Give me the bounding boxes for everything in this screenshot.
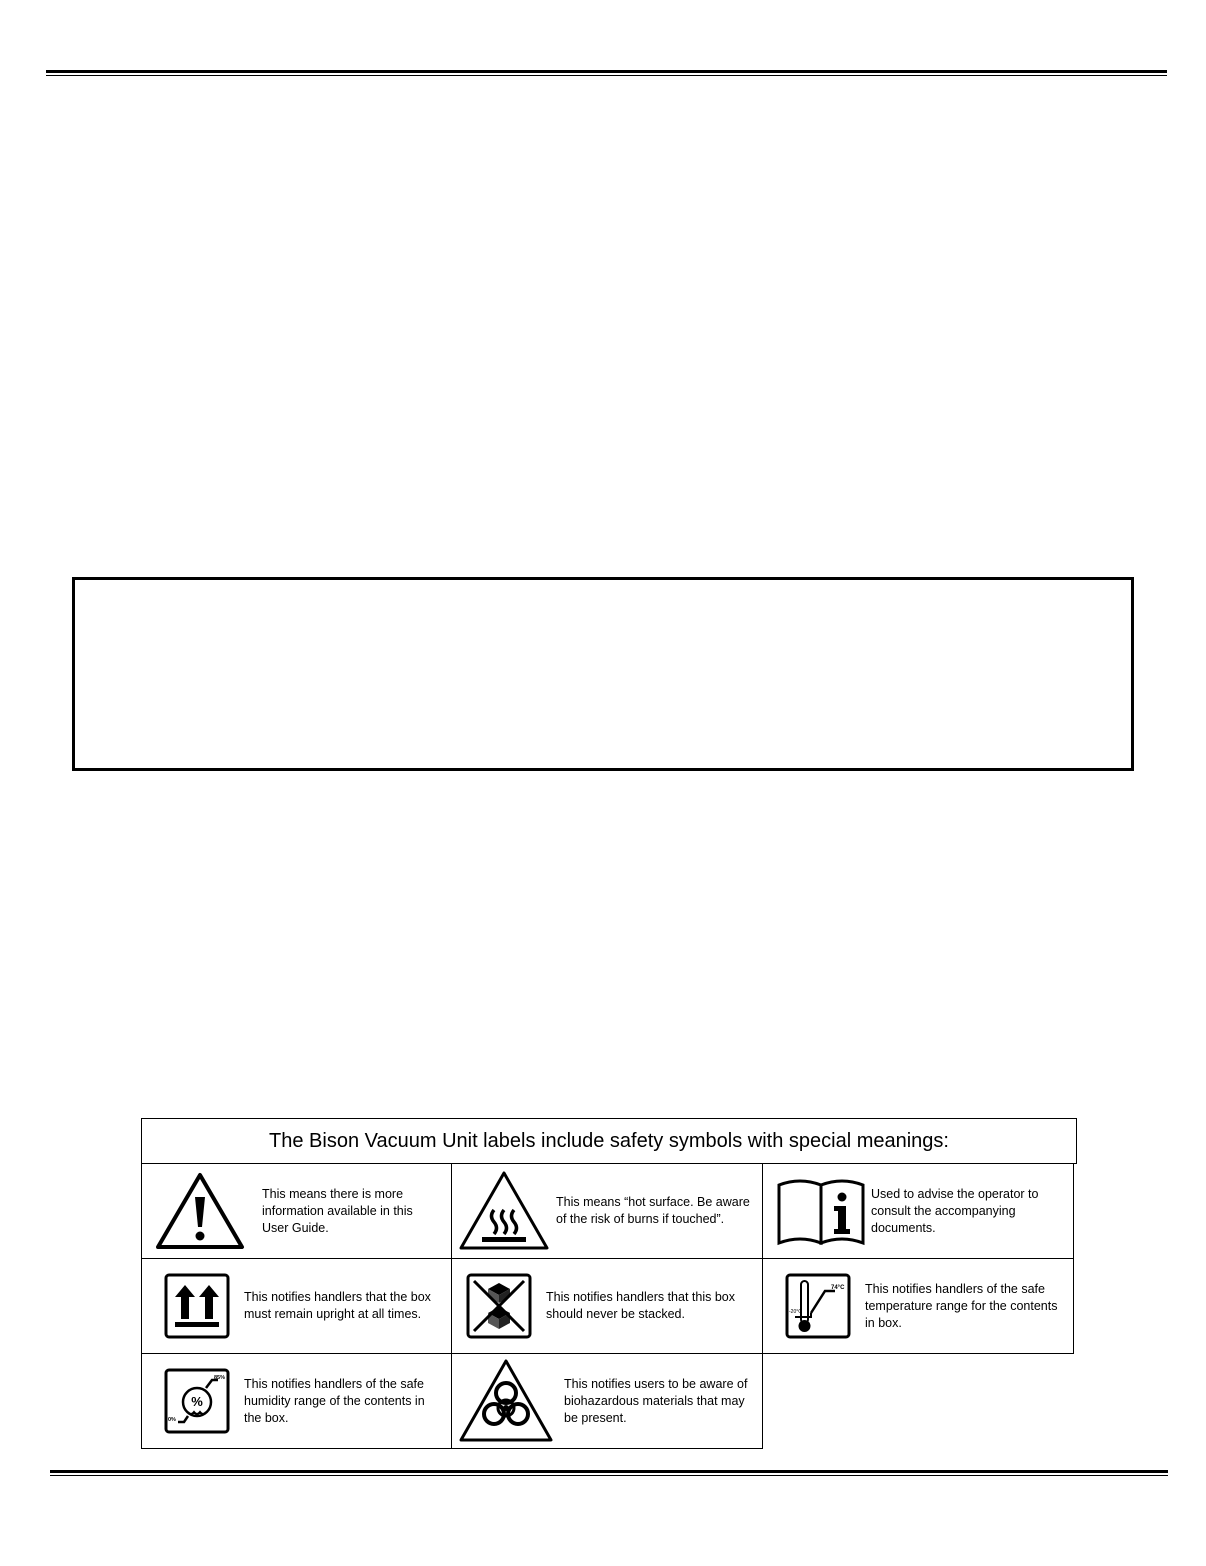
humidity-limit-icon: [162, 1368, 232, 1434]
symbol-description: This means “hot surface. Be aware of the risk of burns if touched”.: [556, 1195, 750, 1226]
table-cell: [141, 1354, 452, 1449]
footer-rule: [50, 1470, 1168, 1476]
humidity-high-label: 85%: [214, 1375, 226, 1381]
temp-high-label: 74°C: [831, 1285, 845, 1291]
humidity-low-label: 0%: [168, 1417, 176, 1423]
table-cell: [141, 1164, 452, 1259]
safety-symbols-table: [141, 1118, 1077, 1449]
biohazard-icon: [456, 1358, 556, 1444]
temp-low-label: -20°C: [789, 1309, 802, 1315]
table-row: [141, 1354, 1077, 1449]
table-row: [141, 1164, 1077, 1259]
temperature-limit-icon: [783, 1273, 853, 1339]
symbol-description: This notifies handlers of the safe humidity range of the contents in the box.: [244, 1376, 425, 1425]
hot-surface-icon: [456, 1170, 552, 1252]
table-cell: [452, 1354, 763, 1449]
do-not-stack-icon: [464, 1273, 534, 1339]
table-title: The Bison Vacuum Unit labels include safety symbols with special meanings:: [141, 1118, 1077, 1164]
warning-triangle-icon: [148, 1171, 252, 1251]
empty-cell: [763, 1354, 1074, 1449]
table-cell: [763, 1164, 1074, 1259]
table-cell: [141, 1259, 452, 1354]
symbol-description: This means there is more information available in this User Guide.: [262, 1186, 413, 1235]
consult-documents-icon: [773, 1175, 869, 1247]
humidity-symbol-label: %: [191, 1394, 203, 1409]
table-cell: [763, 1259, 1074, 1354]
table-cell: [452, 1164, 763, 1259]
notice-box: [72, 577, 1134, 771]
symbol-description: This notifies handlers that the box must remain upright at all times.: [244, 1290, 431, 1321]
table-row: [141, 1259, 1077, 1354]
header-rule: [46, 70, 1167, 76]
this-way-up-icon: [162, 1273, 232, 1339]
symbol-description: This notifies users to be aware of biohazardous materials that may be present.: [564, 1376, 748, 1425]
symbol-description: This notifies handlers of the safe temperature range for the contents in box.: [865, 1281, 1058, 1330]
symbol-description: This notifies handlers that this box should never be stacked.: [546, 1290, 735, 1321]
table-cell: [452, 1259, 763, 1354]
symbol-description: Used to advise the operator to consult the accompanying documents.: [871, 1186, 1039, 1235]
